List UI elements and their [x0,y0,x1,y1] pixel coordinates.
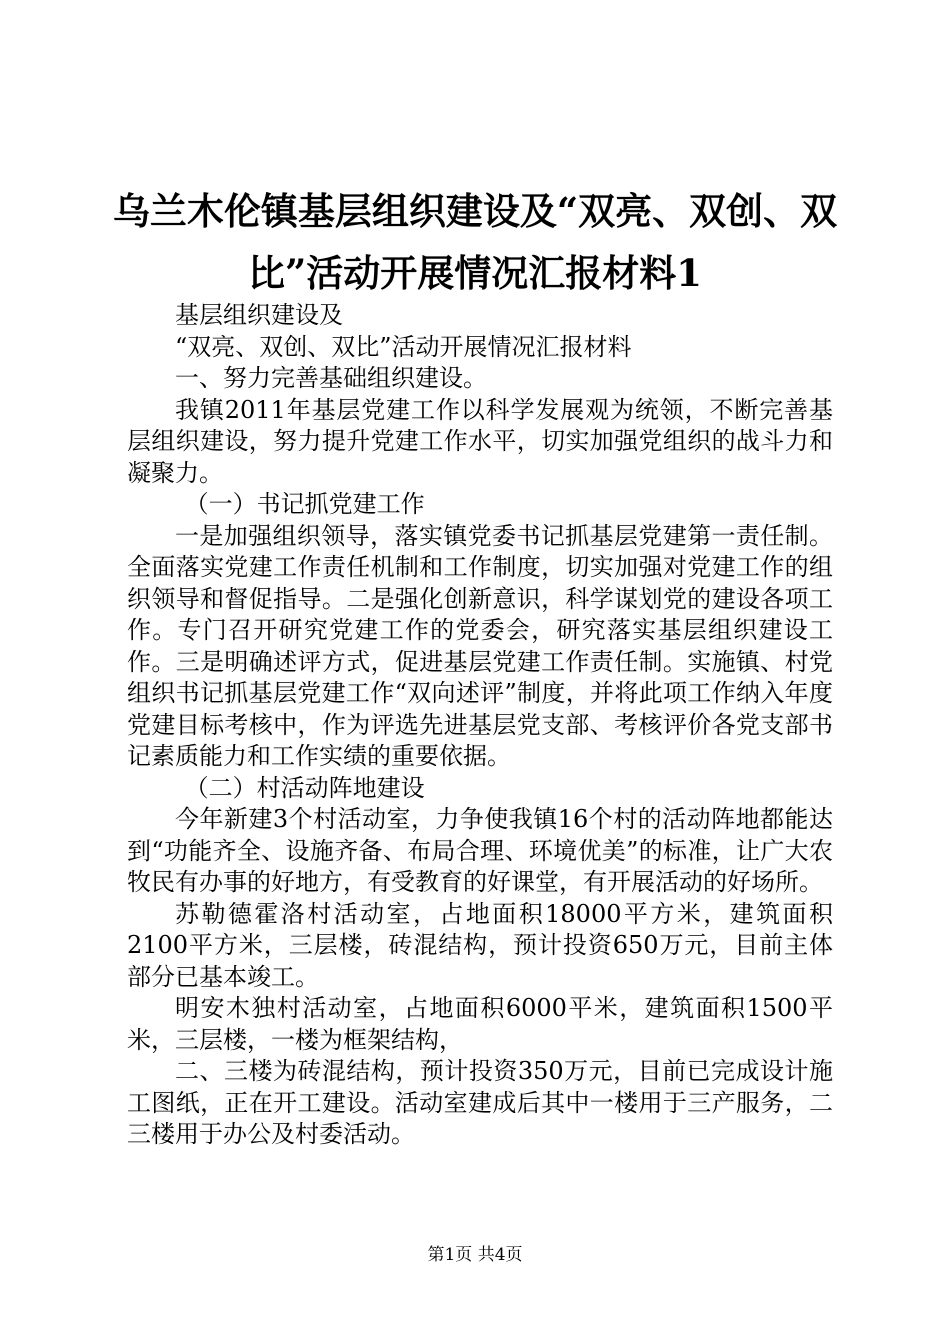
paragraph-minganmudu: 明安木独村活动室，占地面积6000平米，建筑面积1500平米，三层楼，一楼为框架结构， [127,994,833,1054]
subtitle-line-1: 基层组织建设及 [175,301,343,329]
subsection-heading-2: （二）村活动阵地建设 [184,773,425,802]
title-line-1: 乌兰木伦镇基层组织建设及“双亮、双创、双 [112,189,838,233]
page-footer: 第1页 共4页 [427,1245,523,1265]
document-title [110,180,840,304]
document-body [127,300,833,1151]
subtitle-line-2: “双亮、双创、双比”活动开展情况汇报材料 [175,332,632,361]
title-line-2: 比”活动开展情况汇报材料1 [247,251,703,295]
section-heading-1: 一、努力完善基础组织建设。 [175,364,487,392]
paragraph-suledehuoluo: 苏勒德霍洛村活动室，占地面积18000平方米，建筑面积2100平方米，三层楼，砖混结构，预计投资650万元，目前主体部分已基本竣工。 [127,899,833,991]
paragraph-floors: 二、三楼为砖混结构，预计投资350万元，目前已完成设计施工图纸，正在开工建设。活动室建成后其中一楼用于三产服务，二三楼用于办公及村委活动。 [127,1057,833,1148]
subsection-heading-1: （一）书记抓党建工作 [184,490,425,518]
paragraph-activity-rooms: 今年新建3个村活动室，力争使我镇16个村的活动阵地都能达到“功能齐全、设施齐备、布局合理、环境优美”的标准，让广大农牧民有办事的好地方，有受教育的好课堂，有开展活动的好场所。 [127,805,833,896]
paragraph-intro: 我镇2011年基层党建工作以科学发展观为统领，不断完善基层组织建设，努力提升党建工作水平，切实加强党组织的战斗力和凝聚力。 [127,395,833,487]
paragraph-party-building: 一是加强组织领导，落实镇党委书记抓基层党建第一责任制。全面落实党建工作责任机制和工作制度，切实加强对党建工作的组织领导和督促指导。二是强化创新意识，科学谋划党的建设各项工作。专门召开研究党建工作的党委会，研究落实基层组织建设工作。三是明确述评方式，促进基层党建工作责任制。实施镇、村党组织书记抓基层党建工作“双向述评”制度，并将此项工作纳入年度党建目标考核中，作为评选先进基层党支部、考核评价各党支部书记素质能力和工作实绩的重要依据。 [127,521,833,770]
